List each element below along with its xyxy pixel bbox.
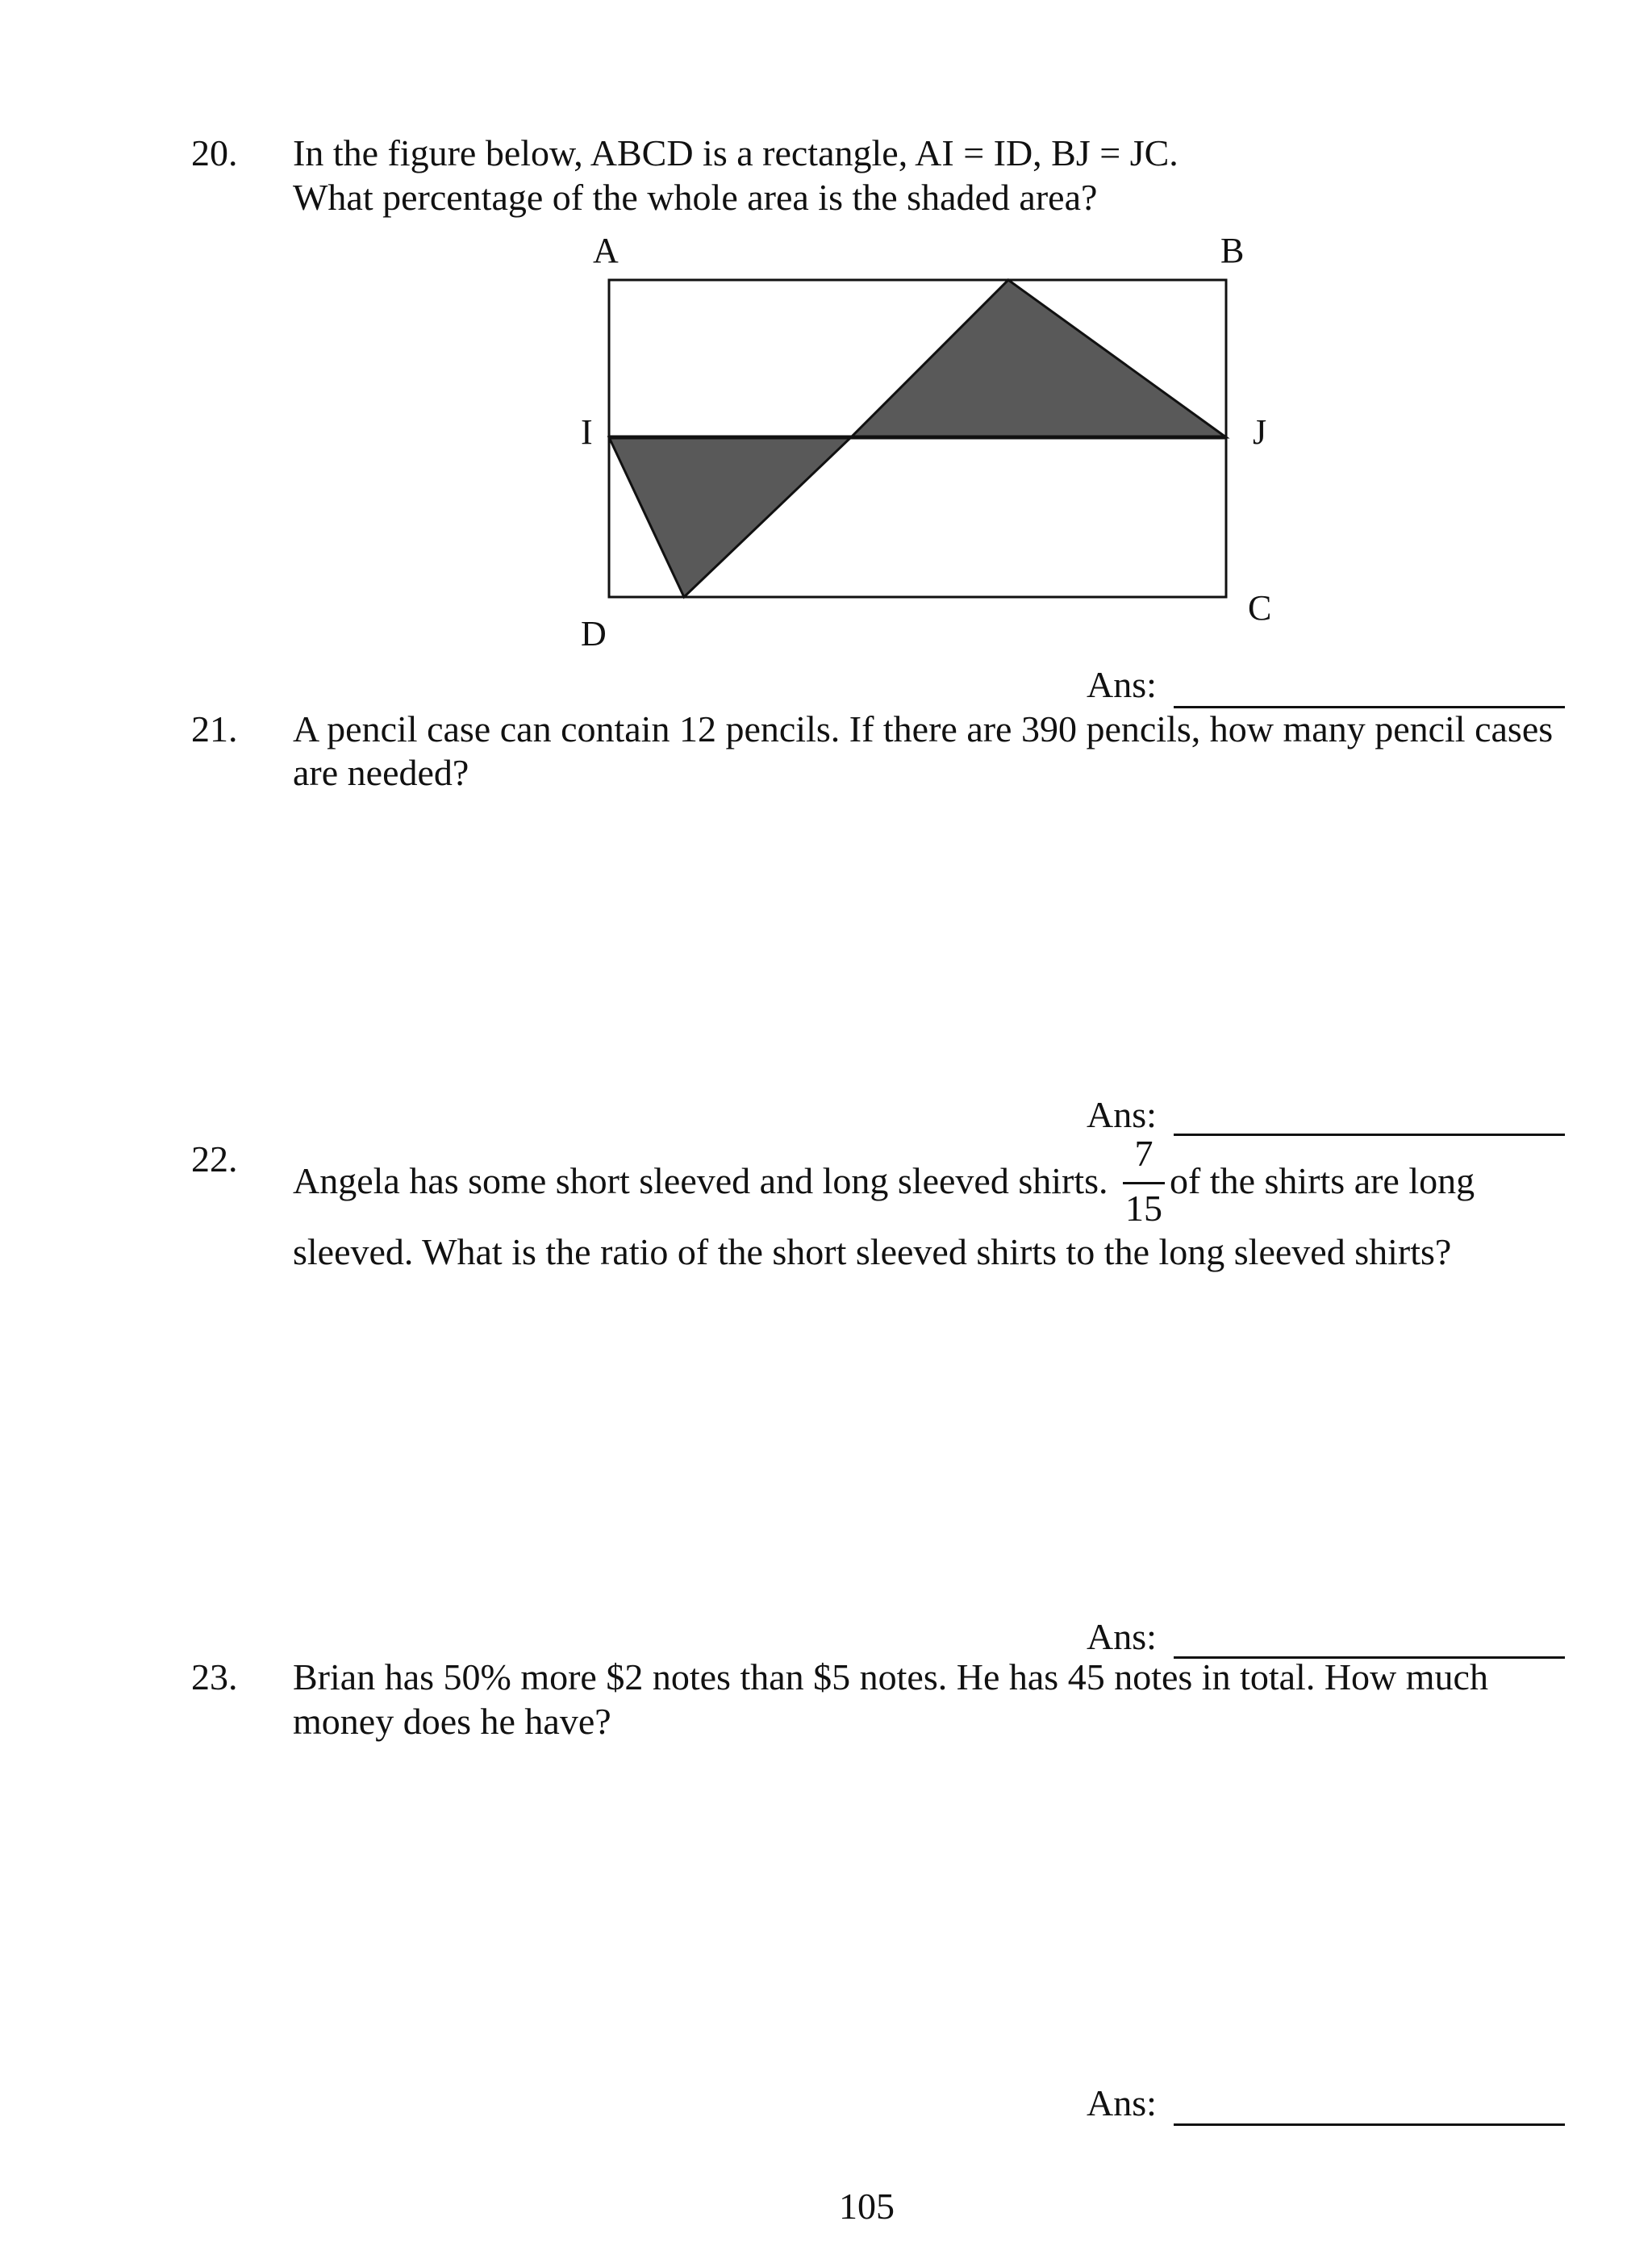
q20-label-b: B: [1220, 231, 1245, 270]
page-number: 105: [839, 2186, 895, 2227]
q22-ans-label: Ans:: [1087, 1616, 1157, 1657]
q20-shaded-triangle-top: [851, 280, 1226, 437]
q21-text-line1: A pencil case can contain 12 pencils. If there are 390 pencils, how many pencil cases: [293, 708, 1554, 750]
q22-fraction-numerator: 7: [1134, 1133, 1153, 1174]
q23-number: 23.: [191, 1656, 238, 1697]
q20-label-j: J: [1253, 412, 1267, 452]
q20-number: 20.: [191, 132, 238, 173]
q23-text-line1: Brian has 50% more $2 notes than $5 notes. He has 45 notes in total. How much: [293, 1656, 1488, 1697]
q22-number: 22.: [191, 1138, 238, 1180]
q21-text-line2: are needed?: [293, 752, 469, 793]
q20-text-line2: What percentage of the whole area is the shaded area?: [293, 177, 1098, 218]
q20-label-i: I: [581, 412, 593, 452]
q21-ans-label: Ans:: [1087, 1094, 1157, 1135]
q21-answer-line[interactable]: [1174, 1134, 1565, 1136]
q23-answer-line[interactable]: [1174, 2123, 1565, 2126]
q20-label-d: D: [581, 614, 607, 653]
q23-text-line2: money does he have?: [293, 1701, 611, 1742]
q20-label-a: A: [593, 231, 619, 270]
q20-ans-label: Ans:: [1087, 664, 1157, 705]
q22-text-line2: sleeved. What is the ratio of the short sleeved shirts to the long sleeved shirts?: [293, 1231, 1452, 1272]
q22-text-line1-before: Angela has some short sleeved and long sleeved shirts.: [293, 1160, 1108, 1201]
q22-fraction-denominator: 15: [1125, 1188, 1162, 1229]
q20-shaded-triangle-bottom: [609, 437, 851, 597]
q22-text-line1-after: of the shirts are long: [1170, 1160, 1475, 1201]
q23-ans-label: Ans:: [1087, 2082, 1157, 2123]
q21-number: 21.: [191, 708, 238, 750]
q22-fraction-bar: [1123, 1182, 1165, 1184]
q20-label-c: C: [1248, 588, 1272, 628]
q20-text-line1: In the figure below, ABCD is a rectangle, AI = ID, BJ = JC.: [293, 132, 1179, 173]
